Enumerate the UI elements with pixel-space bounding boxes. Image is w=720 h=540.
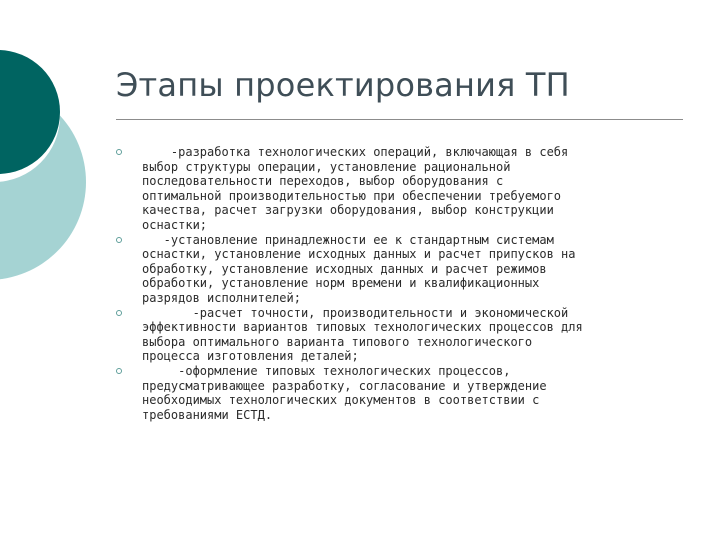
list-item (116, 306, 686, 364)
text-line: оптимальной производительностью при обеспечении требуемого (142, 188, 562, 203)
hollow-circle-icon (116, 310, 122, 316)
text-line: оснастки; (142, 217, 208, 232)
text-line: -оформление типовых технологических процессов, (142, 363, 511, 378)
text-line: оснастки, установление исходных данных и расчет припусков на (142, 247, 576, 262)
text-line: разрядов исполнителей; (142, 290, 301, 305)
bullet-list (116, 145, 686, 422)
text-line: предусматривающее разработку, согласование и утверждение (142, 378, 547, 393)
list-item (116, 364, 686, 422)
text-line: обработку, установление исходных данных и расчет режимов (142, 261, 547, 276)
list-item (116, 145, 686, 233)
text-line: требованиями ЕСТД. (142, 407, 273, 422)
title-divider (116, 119, 683, 120)
text-line: процесса изготовления деталей; (142, 349, 359, 364)
text-line: выбор структуры операции, установление рациональной (142, 159, 511, 174)
text-line: выбора оптимального варианта типового технологического (142, 334, 533, 349)
text-line: эффективности вариантов типовых технологических процессов для (142, 320, 583, 335)
text-line: -расчет точности, производительности и экономической (142, 305, 569, 320)
text-line: необходимых технологических документов в соответствии с (142, 393, 540, 408)
text-line: качества, расчет загрузки оборудования, выбор конструкции (142, 203, 554, 218)
decorative-circles (0, 0, 120, 300)
hollow-circle-icon (116, 368, 122, 374)
hollow-circle-icon (116, 237, 122, 243)
text-line: последовательности переходов, выбор оборудования с (142, 174, 504, 189)
text-line: -разработка технологических операций, включающая в себя (142, 145, 569, 159)
text-line: -установление принадлежности ее к стандартным системам (142, 232, 554, 247)
slide-title: Этапы проектирования ТП (116, 66, 570, 104)
list-item (116, 233, 686, 306)
text-line: обработки, установление норм времени и квалификационных (142, 276, 540, 291)
hollow-circle-icon (116, 149, 122, 155)
